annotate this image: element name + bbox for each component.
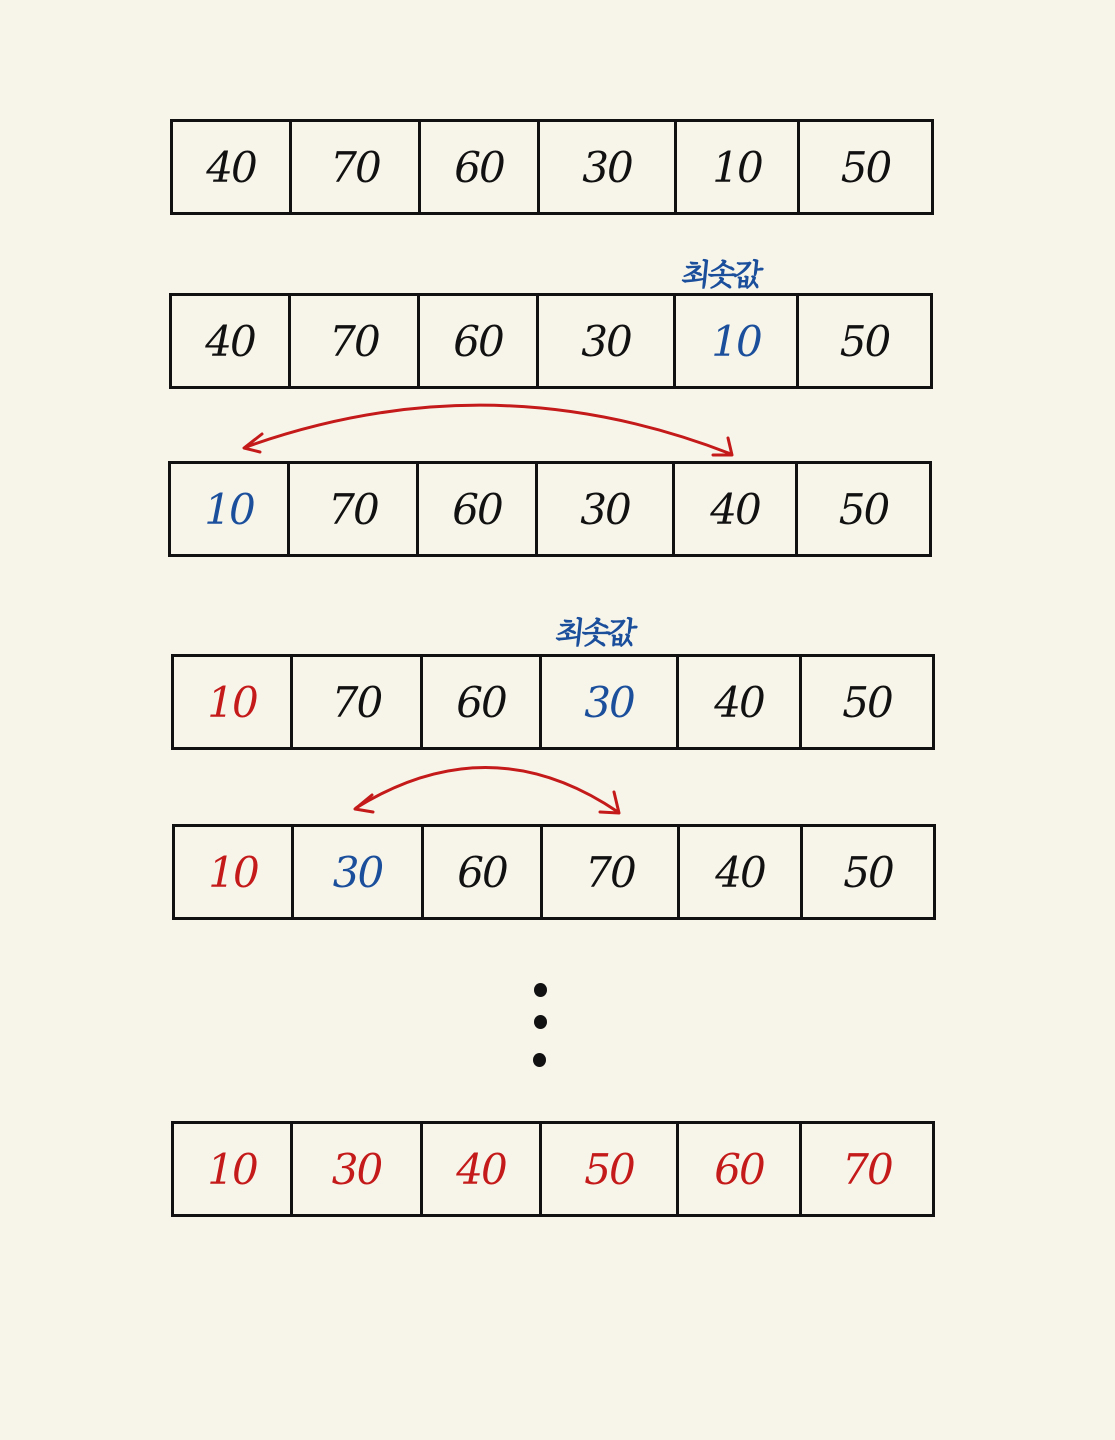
array-cell: 10 xyxy=(171,464,290,554)
array-row-sorted xyxy=(171,1121,935,1217)
array-cell: 70 xyxy=(842,1144,892,1194)
array-cell: 60 xyxy=(424,827,543,917)
array-cell: 10 xyxy=(174,1124,293,1214)
array-cell: 40 xyxy=(173,122,292,212)
array-cell: 60 xyxy=(421,122,540,212)
array-cell: 10 xyxy=(677,122,800,212)
ellipsis-dot xyxy=(533,1053,546,1067)
array-cell: 30 xyxy=(540,122,677,212)
array-cell: 40 xyxy=(172,296,291,386)
array-cell: 70 xyxy=(292,122,421,212)
array-cell: 60 xyxy=(423,657,542,747)
array-row-1 xyxy=(170,119,934,215)
array-cell: 50 xyxy=(839,316,890,366)
array-cell: 70 xyxy=(291,296,420,386)
array-cell: 50 xyxy=(840,142,891,192)
array-cell: 60 xyxy=(419,464,538,554)
swap-arrow xyxy=(244,405,732,455)
array-row-5 xyxy=(172,824,936,920)
array-row-2 xyxy=(169,293,933,389)
array-cell: 60 xyxy=(679,1124,802,1214)
array-cell: 50 xyxy=(838,484,889,534)
min-value-label: 최솟값 xyxy=(679,258,762,293)
array-cell: 30 xyxy=(538,464,675,554)
array-cell: 40 xyxy=(423,1124,542,1214)
array-cell: 10 xyxy=(174,657,293,747)
array-cell: 70 xyxy=(290,464,419,554)
array-cell: 40 xyxy=(680,827,803,917)
ellipsis-dot xyxy=(534,983,547,997)
array-cell: 70 xyxy=(293,657,423,747)
array-cell: 40 xyxy=(675,464,798,554)
array-cell: 70 xyxy=(543,827,680,917)
ellipsis-dot xyxy=(534,1015,547,1029)
array-cell: 50 xyxy=(542,1124,679,1214)
array-cell: 10 xyxy=(676,296,799,386)
array-row-4 xyxy=(171,654,935,750)
array-cell: 30 xyxy=(542,657,679,747)
array-cell: 30 xyxy=(294,827,424,917)
array-cell: 50 xyxy=(842,677,892,727)
array-cell: 10 xyxy=(175,827,294,917)
array-cell: 40 xyxy=(679,657,802,747)
array-row-3 xyxy=(168,461,932,557)
array-cell: 30 xyxy=(293,1124,423,1214)
min-value-label: 최솟값 xyxy=(553,616,636,651)
array-cell: 60 xyxy=(420,296,539,386)
array-cell: 50 xyxy=(843,847,893,897)
swap-arrow xyxy=(355,767,619,813)
array-cell: 30 xyxy=(539,296,676,386)
